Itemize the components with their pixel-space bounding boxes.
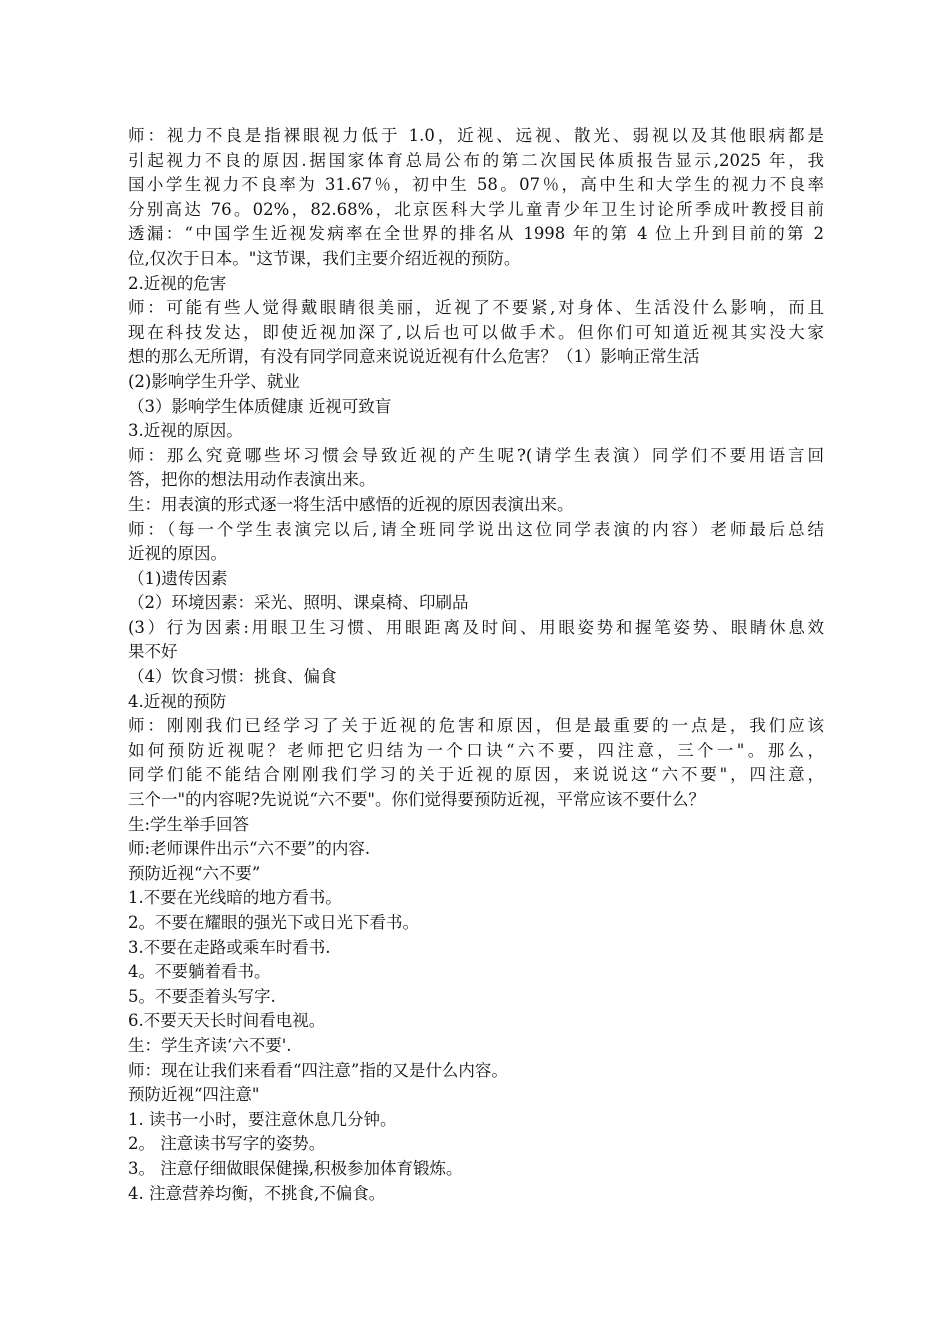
text-line: 果不好 xyxy=(128,642,178,662)
text-line: 3。 注意仔细做眼保健操,积极参加体育锻炼。 xyxy=(128,1158,463,1178)
text-line: 现在科技发达，即使近视加深了,以后也可以做手术。但你们可知道近视其实没大家 xyxy=(128,322,824,342)
text-line: 生:学生举手回答 xyxy=(128,814,250,834)
text-line: 4。不要躺着看书。 xyxy=(128,962,271,982)
text-line: 3.不要在走路或乘车时看书. xyxy=(128,937,331,957)
text-line: 3.近视的原因。 xyxy=(128,421,243,441)
text-line: 6.不要天天长时间看电视。 xyxy=(128,1011,326,1031)
text-line: 生：学生齐读‘六不要'. xyxy=(128,1035,292,1055)
text-line: 三个一"的内容呢?先说说“六不要"。你们觉得要预防近视，平常应该不要什么？ xyxy=(128,790,705,810)
text-line: 2。不要在耀眼的强光下或日光下看书。 xyxy=(128,913,419,932)
text-line: （2）环境因素：采光、照明、课桌椅、印刷品 xyxy=(128,593,469,613)
text-line: 师：视力不良是指裸眼视力低于 1.0，近视、远视、散光、弱视以及其他眼病都是 xyxy=(128,126,824,145)
text-line: 透漏：“中国学生近视发病率在全世界的排名从 1998 年的第 4 位上升到目前的第 2 xyxy=(128,224,824,244)
text-line: 1. 读书一小时，要注意休息几分钟。 xyxy=(128,1109,397,1129)
document-body xyxy=(128,124,824,1206)
text-line: 2.近视的危害 xyxy=(128,273,227,293)
text-line: 4. 注意营养均衡，不挑食,不偏食。 xyxy=(128,1183,386,1203)
text-line: 预防近视“六不要” xyxy=(128,863,261,883)
text-line: 生：用表演的形式逐一将生活中感悟的近视的原因表演出来。 xyxy=(128,494,574,514)
text-line: （3）影响学生体质健康 近视可致盲 xyxy=(128,396,392,416)
text-line: 师：刚刚我们已经学习了关于近视的危害和原因，但是最重要的一点是，我们应该 xyxy=(128,716,824,736)
text-line: (3）行为因素:用眼卫生习惯、用眼距离及时间、用眼姿势和握笔姿势、眼睛休息效 xyxy=(128,617,824,637)
text-line: 近视的原因。 xyxy=(128,544,227,564)
text-line: （4）饮食习惯：挑食、偏食 xyxy=(128,667,337,687)
text-line: （1)遗传因素 xyxy=(128,568,228,588)
text-line: 答，把你的想法用动作表演出来。 xyxy=(128,470,376,490)
text-line: 师：现在让我们来看看“四注意”指的又是什么内容。 xyxy=(128,1060,508,1080)
text-line: 师：可能有些人觉得戴眼睛很美丽，近视了不要紧,对身体、生活没什么影响，而且 xyxy=(128,298,824,318)
text-line: 同学们能不能结合刚刚我们学习的关于近视的原因，来说说这“六不要"，四注意， xyxy=(128,765,824,785)
text-line: 1.不要在光线暗的地方看书。 xyxy=(128,888,342,908)
text-line: 5。不要歪着头写字. xyxy=(128,986,276,1006)
text-line: 位,仅次于日本。"这节课，我们主要介绍近视的预防。 xyxy=(128,248,521,268)
text-line: 想的那么无所谓，有没有同学同意来说说近视有什么危害？（1）影响正常生活 xyxy=(128,347,700,367)
text-line: 国小学生视力不良率为 31.67％，初中生 58。07％，高中生和大学生的视力不良率 xyxy=(128,175,824,195)
text-line: 如何预防近视呢？老师把它归结为一个口诀“六不要，四注意，三个一"。那么， xyxy=(128,740,824,760)
text-line: 师：（每一个学生表演完以后,请全班同学说出这位同学表演的内容）老师最后总结 xyxy=(128,519,824,539)
text-line: 师:老师课件出示“六不要”的内容. xyxy=(128,839,371,859)
text-line: 预防近视“四注意" xyxy=(128,1085,260,1105)
text-line: 引起视力不良的原因.据国家体育总局公布的第二次国民体质报告显示,2025 年，我 xyxy=(128,150,824,170)
text-line: 2。 注意读书写字的姿势。 xyxy=(128,1134,326,1154)
text-line: 分别高达 76。02%，82.68%，北京医科大学儿童青少年卫生讨论所季成叶教授目前 xyxy=(128,199,824,219)
text-line: 4.近视的预防 xyxy=(128,691,227,711)
text-line: 师：那么究竟哪些坏习惯会导致近视的产生呢?(请学生表演）同学们不要用语言回 xyxy=(128,445,824,465)
text-line: (2)影响学生升学、就业 xyxy=(128,371,300,391)
